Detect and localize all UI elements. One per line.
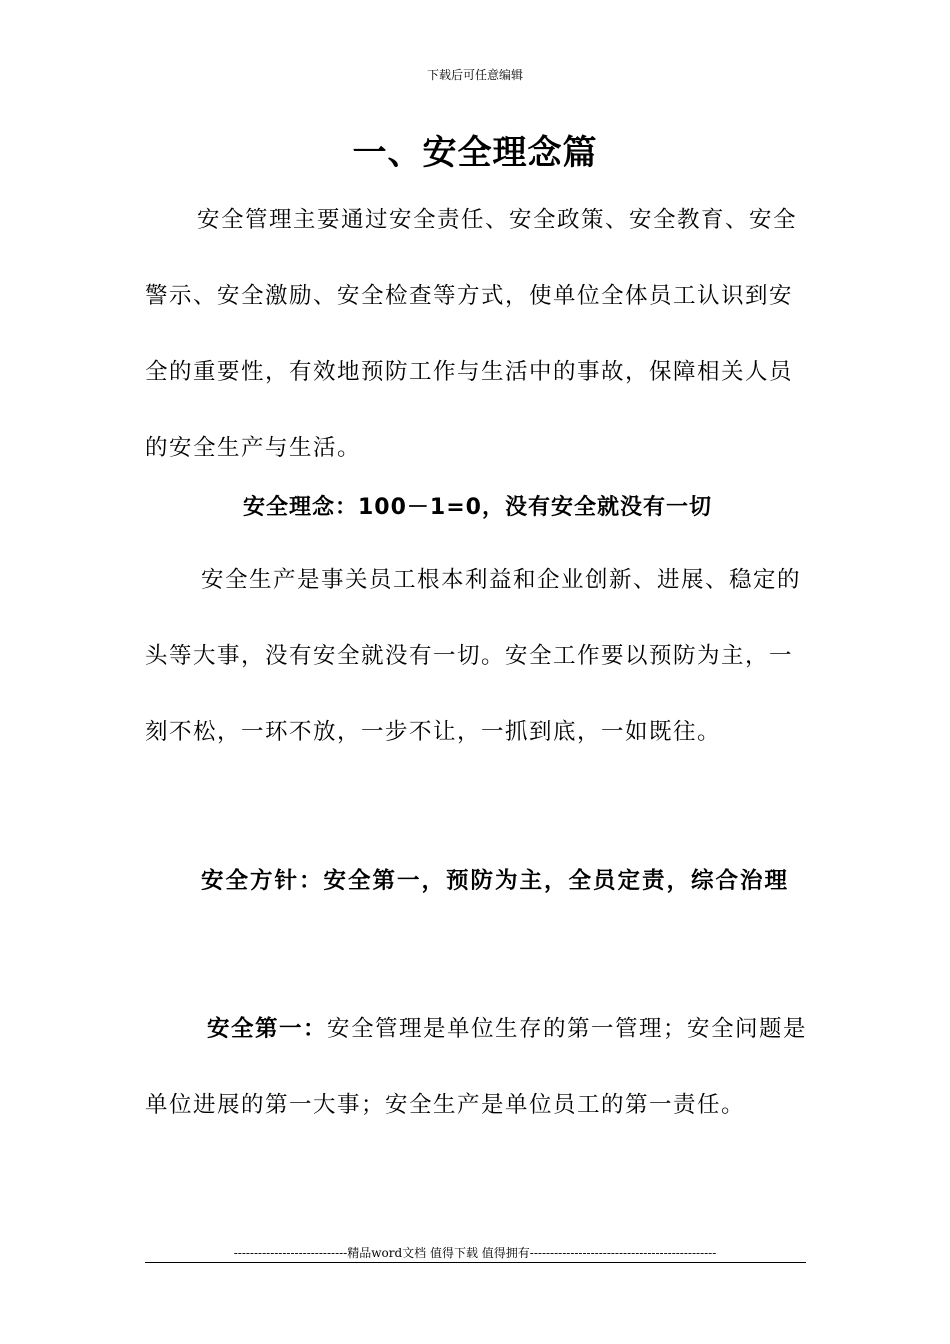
footer-divider [145,1262,806,1263]
safety-first-paragraph [145,991,810,1143]
safety-concept-heading: 安全理念：100－1=0，没有安全就没有一切 [243,495,712,520]
safety-first-label: 安全第一： [207,1016,328,1042]
safety-first-text: 安全管理是单位生存的第一管理；安全问题是单位进展的第一大事；安全生产是单位员工的第一责任。 [145,1016,808,1118]
page-footer-note: ----------------------------精品word文档 值得下载 值得拥有---------------------------------------------- [233,1246,717,1260]
page-title: 一、安全理念篇 [352,133,598,173]
page-header-note: 下载后可任意编辑 [426,68,523,82]
safety-policy-heading: 安全方针：安全第一，预防为主，全员定责，综合治理 [201,868,790,894]
intro-paragraph: 安全管理主要通过安全责任、安全政策、安全教育、安全警示、安全激励、安全检查等方式，使单位全体员工认识到安全的重要性，有效地预防工作与生活中的事故，保障相关人员的安全生产与生活。 [145,207,798,461]
safety-concept-paragraph: 安全生产是事关员工根本利益和企业创新、进展、稳定的头等大事，没有安全就没有一切。安全工作要以预防为主，一刻不松，一环不放，一步不让，一抓到底，一如既往。 [145,567,802,745]
